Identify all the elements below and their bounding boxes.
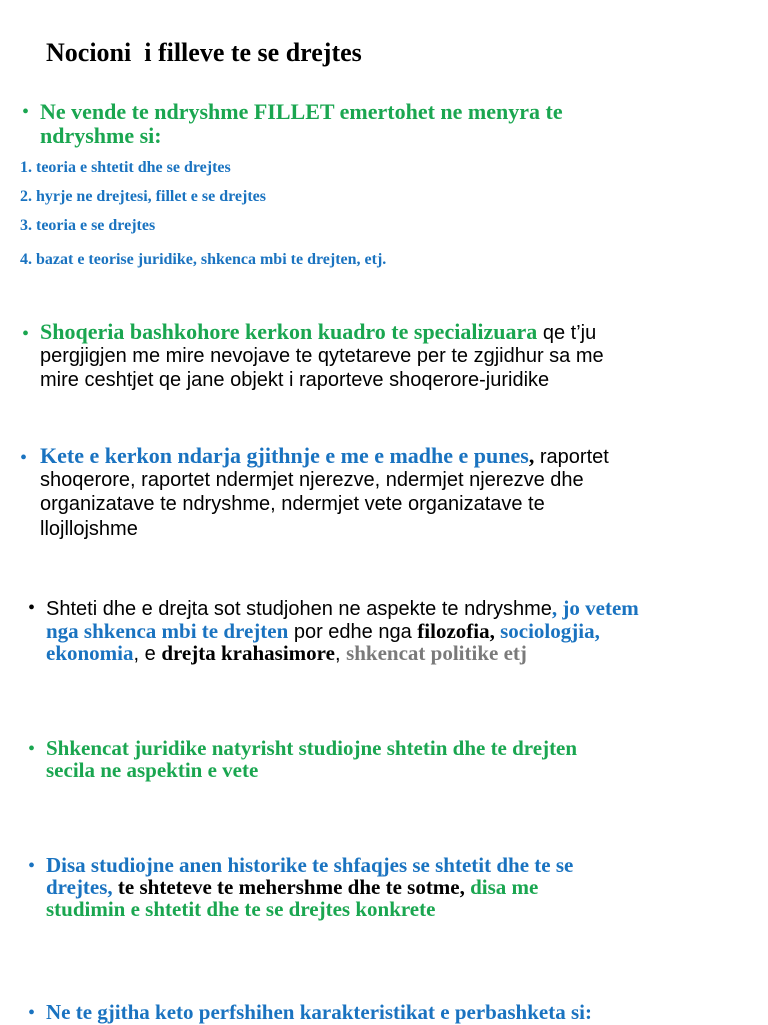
section4-text: por edhe nga: [288, 621, 418, 643]
section4-highlight: ekonomia: [46, 641, 134, 665]
list-item: 1. teoria e shtetit dhe se drejtes: [20, 159, 231, 176]
list-item: 3. teoria e se drejtes: [20, 217, 156, 234]
section3-line1: [40, 444, 609, 469]
section7-line1: Ne te gjitha keto perfshihen karakteristikat e perbashketa si:: [46, 1000, 592, 1024]
section4-muted: shkencat politike etj: [346, 641, 527, 665]
bullet: •: [22, 323, 30, 345]
section5-line2: secila ne aspektin e vete: [46, 758, 259, 782]
section2-text: qe t’ju: [537, 322, 597, 344]
bullet: •: [28, 597, 36, 619]
section2-line3: mire ceshtjet qe jane objekt i raporteve shoqerore-juridike: [40, 369, 550, 391]
section4-highlight: , jo vetem: [551, 596, 639, 620]
section2-highlight: Shoqeria bashkohore kerkon kuadro te specializuara: [40, 319, 538, 344]
section5-line1: Shkencat juridike natyrisht studiojne shtetin dhe te drejten: [46, 736, 578, 760]
section3-highlight: Kete e kerkon ndarja gjithnje e me e madhe e punes: [40, 443, 529, 468]
section4-line3: [46, 641, 527, 666]
section3-text: raportet: [534, 446, 609, 468]
bullet: •: [28, 855, 36, 877]
section4-emphasis: filozofia: [417, 619, 490, 643]
section2-line2: pergjigjen me mire nevojave te qytetareve per te zgjidhur sa me: [40, 345, 604, 367]
section6-highlight-green: disa me: [464, 875, 539, 899]
section3-comma: ,: [528, 443, 535, 468]
section4-text: Shteti dhe e drejta sot studjohen ne aspekte te ndryshme: [46, 598, 552, 620]
section4-line1: [46, 596, 639, 621]
section6-line1: Disa studiojne anen historike te shfaqjes se shtetit dhe te se: [46, 853, 574, 877]
bullet: •: [28, 1002, 36, 1024]
bullet: •: [22, 101, 30, 123]
section4-emphasis: drejta krahasimore: [161, 641, 335, 665]
section4-comma: ,: [489, 619, 501, 643]
page-title: Nocioni i filleve te se drejtes: [46, 38, 362, 67]
section4-comma: ,: [334, 643, 347, 665]
bullet: •: [28, 738, 36, 760]
section4-text: , e: [133, 643, 162, 665]
section6-emphasis: te shteteve te mehershme dhe te sotme,: [112, 875, 465, 899]
section4-highlight: sociologjia,: [500, 619, 600, 643]
bullet: •: [20, 447, 28, 469]
list-item: 4. bazat e teorise juridike, shkenca mbi te drejten, etj.: [20, 251, 387, 268]
section3-line4: llojllojshme: [40, 518, 138, 540]
section2-line1: [40, 320, 596, 345]
list-item: 2. hyrje ne drejtesi, fillet e se drejtes: [20, 188, 266, 205]
section3-line3: organizatave te ndryshme, ndermjet vete organizatave te: [40, 493, 545, 515]
section6-line3: studimin e shtetit dhe te se drejtes konkrete: [46, 897, 436, 921]
section6-highlight: drejtes,: [46, 875, 113, 899]
section3-line2: shoqerore, raportet ndermjet njerezve, ndermjet njerezve dhe: [40, 469, 584, 491]
section1-heading-line2: ndryshme si:: [40, 123, 162, 148]
section4-highlight: nga shkenca mbi te drejten: [46, 619, 289, 643]
section1-heading-line1: Ne vende te ndryshme FILLET emertohet ne menyra te: [40, 99, 563, 124]
